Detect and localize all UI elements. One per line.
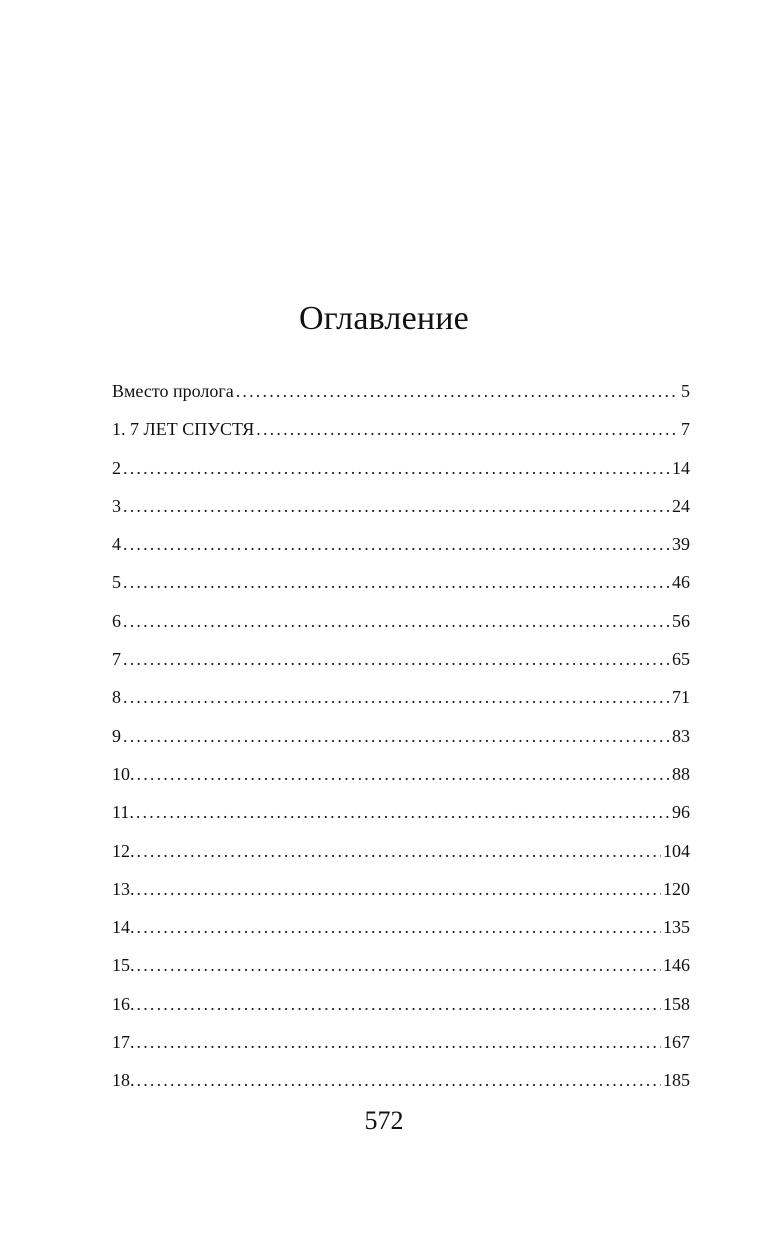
toc-leader-dots (137, 832, 662, 870)
toc-entry[interactable] (112, 410, 690, 448)
toc-entry-label: 10. (112, 763, 135, 784)
toc-entry-label: 2 (112, 457, 121, 478)
toc-leader-dots (123, 717, 670, 755)
toc-entry[interactable] (112, 946, 690, 984)
toc-entry[interactable] (112, 563, 690, 601)
toc-entry[interactable] (112, 525, 690, 563)
toc-leader-dots (123, 602, 670, 640)
toc-entry-page: 65 (672, 649, 690, 670)
toc-entry-page: 88 (672, 763, 690, 784)
toc-leader-dots (256, 410, 679, 448)
toc-entry-page: 56 (672, 610, 690, 631)
toc-entry-label: 13. (112, 878, 135, 899)
toc-entry-page: 135 (663, 917, 690, 938)
toc-entry[interactable] (112, 487, 690, 525)
toc-leader-dots (123, 640, 670, 678)
toc-leader-dots (136, 793, 670, 831)
toc-entry-page: 5 (681, 381, 690, 401)
toc-entry-page: 46 (672, 572, 690, 593)
toc-entry[interactable] (112, 755, 690, 793)
toc-entry-label: 12. (112, 840, 135, 861)
toc-entry-label: 11. (112, 802, 134, 823)
toc-entry-label: 16. (112, 993, 135, 1014)
toc-leader-dots (137, 1061, 662, 1099)
toc-entry-label: 1. 7 ЛЕТ СПУСТЯ (112, 419, 255, 440)
toc-entry[interactable] (112, 449, 690, 487)
toc-leader-dots (137, 755, 671, 793)
toc-leader-dots (137, 908, 662, 946)
toc-entry-page: 146 (663, 955, 690, 976)
toc-entry[interactable] (112, 372, 690, 410)
toc-entry[interactable] (112, 1023, 690, 1061)
toc-entry-label: Вместо пролога (112, 381, 234, 401)
toc-entry-page: 71 (672, 687, 690, 708)
toc-entry[interactable] (112, 985, 690, 1023)
toc-entry-label: 14. (112, 917, 135, 938)
toc-entry[interactable] (112, 640, 690, 678)
toc-entry[interactable] (112, 908, 690, 946)
toc-leader-dots (137, 985, 662, 1023)
toc-entry-page: 39 (672, 534, 690, 555)
toc-entry-label: 9 (112, 725, 121, 746)
toc-entry-page: 158 (663, 993, 690, 1014)
toc-entry-page: 83 (672, 725, 690, 746)
toc-entry-page: 24 (672, 495, 690, 516)
toc-entry-page: 96 (672, 802, 690, 823)
toc-leader-dots (123, 487, 670, 525)
toc-entry[interactable] (112, 602, 690, 640)
toc-list (112, 372, 690, 1100)
toc-entry-label: 5 (112, 572, 121, 593)
toc-entry-label: 6 (112, 610, 121, 631)
toc-leader-dots (123, 525, 670, 563)
page-number: 572 (364, 1106, 404, 1135)
toc-entry-page: 7 (681, 419, 690, 440)
toc-entry[interactable] (112, 793, 690, 831)
toc-leader-dots (236, 372, 679, 410)
toc-title: Оглавление (299, 300, 469, 337)
toc-leader-dots (137, 870, 662, 908)
toc-entry-page: 185 (663, 1070, 690, 1091)
toc-entry-label: 7 (112, 649, 121, 670)
toc-entry-label: 4 (112, 534, 121, 555)
toc-leader-dots (123, 449, 670, 487)
toc-entry[interactable] (112, 717, 690, 755)
toc-entry[interactable] (112, 832, 690, 870)
toc-leader-dots (137, 946, 662, 984)
toc-entry-page: 104 (663, 840, 690, 861)
toc-entry-label: 8 (112, 687, 121, 708)
toc-leader-dots (123, 563, 670, 601)
toc-entry-label: 17. (112, 1032, 135, 1053)
toc-entry-label: 15. (112, 955, 135, 976)
toc-entry[interactable] (112, 1061, 690, 1099)
toc-entry-label: 3 (112, 495, 121, 516)
toc-entry-page: 14 (672, 457, 690, 478)
toc-leader-dots (137, 1023, 662, 1061)
toc-entry-page: 167 (663, 1032, 690, 1053)
toc-entry[interactable] (112, 870, 690, 908)
toc-entry[interactable] (112, 678, 690, 716)
toc-leader-dots (123, 678, 670, 716)
toc-entry-page: 120 (663, 878, 690, 899)
toc-entry-label: 18. (112, 1070, 135, 1091)
